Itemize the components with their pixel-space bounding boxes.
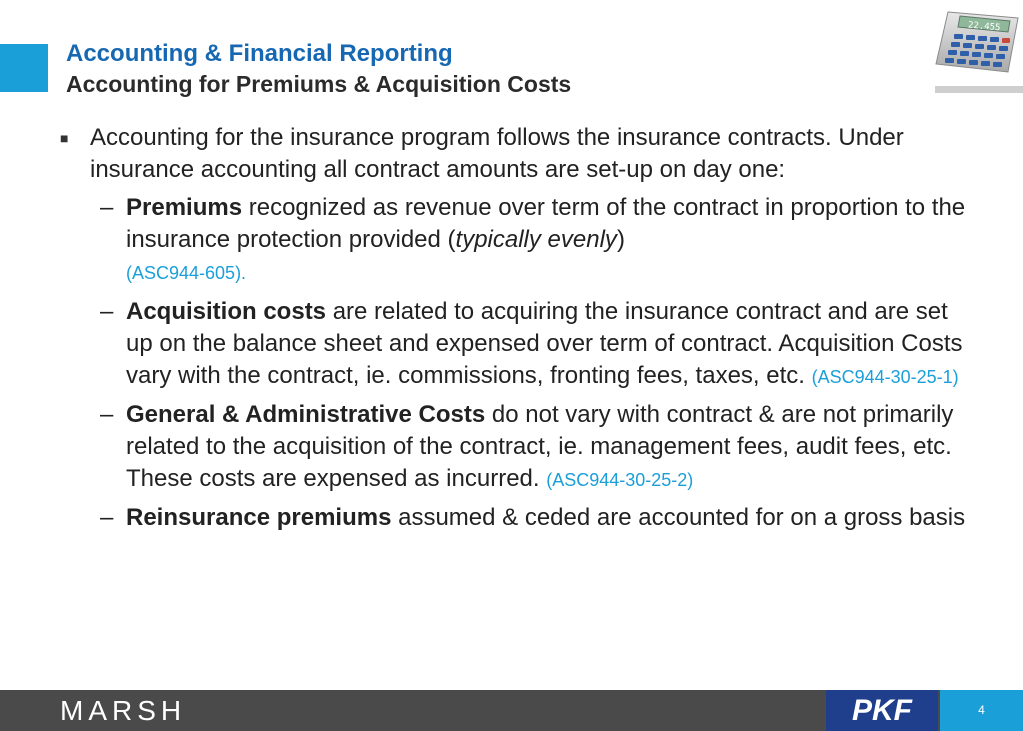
dash-marker: – xyxy=(100,504,114,531)
item-text: are related to acquiring the insurance contract and are set up on the balance sheet and expensed over term of contract. Acquisition Costs vary with the contract, ie. commissions, fronting fees, taxes, etc. xyxy=(126,298,963,389)
header-divider xyxy=(935,86,1023,93)
header-accent-block xyxy=(0,44,48,92)
slide-body xyxy=(60,122,980,540)
list-item-premiums xyxy=(60,192,980,290)
asc-reference: (ASC944-30-25-2) xyxy=(546,470,694,490)
item-text-after: ) xyxy=(616,226,625,253)
term-premiums: Premiums xyxy=(126,194,243,221)
square-bullet-icon: ■ xyxy=(60,130,69,146)
page-number-box xyxy=(940,690,1023,731)
footer-bar xyxy=(0,690,1023,731)
pkf-logo-text: PKF xyxy=(852,694,912,727)
item-text: recognized as revenue over term of the contract in proportion to the insurance protection provided ( xyxy=(126,194,966,253)
item-text: assumed & ceded are accounted for on a gross basis xyxy=(391,504,966,531)
bullet-point xyxy=(60,122,980,186)
intro-text: Accounting for the insurance program follows the insurance contracts. Under insurance accounting all contract amounts are set-up on day one: xyxy=(90,124,904,183)
pkf-logo xyxy=(826,690,938,731)
page-number: 4 xyxy=(978,703,985,717)
list-item-acquisition-costs xyxy=(60,296,980,393)
sub-bullet-list xyxy=(60,192,980,534)
slide-subtitle: Accounting for Premiums & Acquisition Costs xyxy=(66,71,572,97)
dash-marker: – xyxy=(100,401,114,428)
dash-marker: – xyxy=(100,194,114,221)
slide-title: Accounting & Financial Reporting xyxy=(66,40,453,67)
dash-marker: – xyxy=(100,298,114,325)
term-reinsurance: Reinsurance premiums xyxy=(126,504,392,531)
term-acquisition-costs: Acquisition costs xyxy=(126,298,327,325)
item-text: do not vary with contract & are not primarily related to the acquisition of the contract, ie. management fees, audit fees, etc. These costs are expensed as incurred. xyxy=(126,401,954,492)
term-ga-costs: General & Administrative Costs xyxy=(126,401,486,428)
list-item-ga-costs xyxy=(60,399,980,496)
marsh-logo: MARSH xyxy=(60,695,187,726)
list-item-reinsurance xyxy=(60,502,980,534)
calculator-icon xyxy=(930,8,1022,78)
calculator-display-text: 22.455 xyxy=(967,20,1001,34)
asc-reference: (ASC944-605). xyxy=(126,263,247,283)
asc-reference: (ASC944-30-25-1) xyxy=(811,367,959,387)
item-emphasis: typically evenly xyxy=(455,226,617,253)
